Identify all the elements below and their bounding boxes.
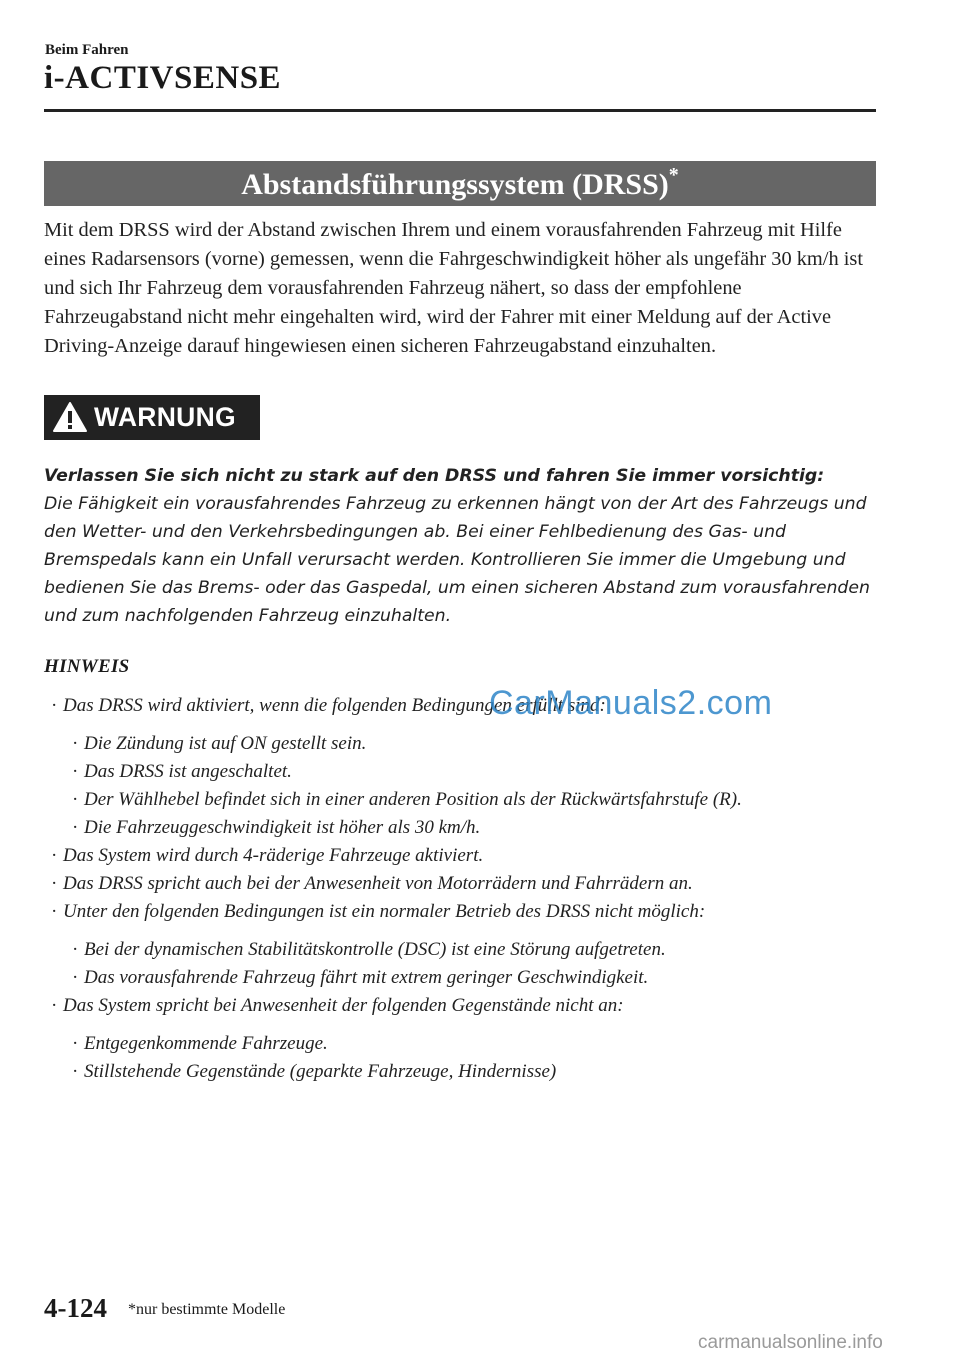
note-title: HINWEIS xyxy=(44,656,130,677)
footnote: *nur bestimmte Modelle xyxy=(128,1301,286,1318)
warning-triangle-icon xyxy=(52,401,88,433)
bullet-icon: · xyxy=(72,733,79,754)
list-item: · Stillstehende Gegenstände (geparkte Fahrzeuge, Hindernisse) xyxy=(44,1058,894,1086)
list-item: · Das DRSS spricht auch bei der Anwesenheit von Motorrädern und Fahrrädern an. xyxy=(44,870,894,898)
bullet-icon: · xyxy=(51,845,58,866)
bullet-icon: · xyxy=(51,873,58,894)
list-item: · Der Wählhebel befindet sich in einer anderen Position als der Rückwärtsfahrstufe (R). xyxy=(44,786,894,814)
section-title: i-ACTIVSENSE xyxy=(44,60,282,96)
intro-paragraph: Mit dem DRSS wird der Abstand zwischen Ihrem und einem vorausfahrenden Fahrzeug mit Hilfe eines Radarsensors (vorne) gemessen, wenn die Fahrgeschwindigkeit höher als ungefähr 30 km/h ist und sich Ihr Fahrzeug dem vorausfahrenden Fahrzeug nähert, so dass der empfohlene Fahrzeugabstand nicht mehr eingehalten wird, wird der Fahrer mit einer Meldung auf der Active Driving-Anzeige darauf hingewiesen einen sicheren Fahrzeugabstand einzuhalten. xyxy=(44,219,864,357)
note-list xyxy=(44,692,894,1086)
list-item: · Unter den folgenden Bedingungen ist ein normaler Betrieb des DRSS nicht möglich: xyxy=(44,898,894,926)
warning-badge xyxy=(44,395,260,440)
topic-banner xyxy=(44,161,876,206)
source-watermark: carmanualsonline.info xyxy=(698,1332,883,1353)
bullet-icon: · xyxy=(72,939,79,960)
watermark-logo: CarManuals2.com xyxy=(489,684,773,722)
bullet-icon: · xyxy=(72,761,79,782)
list-item: · Bei der dynamischen Stabilitätskontrolle (DSC) ist eine Störung aufgetreten. xyxy=(44,936,894,964)
list-item: · Die Fahrzeuggeschwindigkeit ist höher als 30 km/h. xyxy=(44,814,894,842)
list-item: · Die Zündung ist auf ON gestellt sein. xyxy=(44,730,894,758)
warning-body: Die Fähigkeit ein vorausfahrendes Fahrzeug zu erkennen hängt von der Art des Fahrzeugs und den Wetter- und den Verkehrsbedingungen ab. Bei einer Fehlbedienung des Gas- und Bremspedals kann ein Unfall verursacht werden. Kontrollieren Sie immer die Umgebung und bedienen Sie das Brems- oder das Gaspedal, um einen sicheren Abstand zum vorausfahrenden und zum nachfolgenden Fahrzeug einzuhalten. xyxy=(44,494,870,626)
bullet-icon: · xyxy=(51,901,58,922)
list-item: · Das DRSS wird aktiviert, wenn die folgenden Bedingungen erfüllt sind: xyxy=(44,692,894,720)
bullet-icon: · xyxy=(72,817,79,838)
topic-title: Abstandsführungssystem (DRSS) xyxy=(241,168,669,201)
bullet-icon: · xyxy=(72,967,79,988)
list-item: · Das DRSS ist angeschaltet. xyxy=(44,758,894,786)
list-item: · Das System wird durch 4-räderige Fahrzeuge aktiviert. xyxy=(44,842,894,870)
bullet-icon: · xyxy=(72,1033,79,1054)
bullet-icon: · xyxy=(51,995,58,1016)
list-item: · Das vorausfahrende Fahrzeug fährt mit extrem geringer Geschwindigkeit. xyxy=(44,964,894,992)
list-item: · Entgegenkommende Fahrzeuge. xyxy=(44,1030,894,1058)
list-item: · Das System spricht bei Anwesenheit der folgenden Gegenstände nicht an: xyxy=(44,992,894,1020)
warning-lead: Verlassen Sie sich nicht zu stark auf den DRSS und fahren Sie immer vorsichtig: xyxy=(44,466,825,486)
footnote-marker: * xyxy=(668,164,679,186)
warning-text xyxy=(44,462,884,630)
bullet-icon: · xyxy=(72,1061,79,1082)
bullet-icon: · xyxy=(72,789,79,810)
warning-label: WARNUNG xyxy=(94,402,236,432)
chapter-label: Beim Fahren xyxy=(45,42,129,58)
bullet-icon: · xyxy=(51,695,58,716)
header-rule xyxy=(44,109,876,112)
page-number: 4-124 xyxy=(44,1293,107,1323)
